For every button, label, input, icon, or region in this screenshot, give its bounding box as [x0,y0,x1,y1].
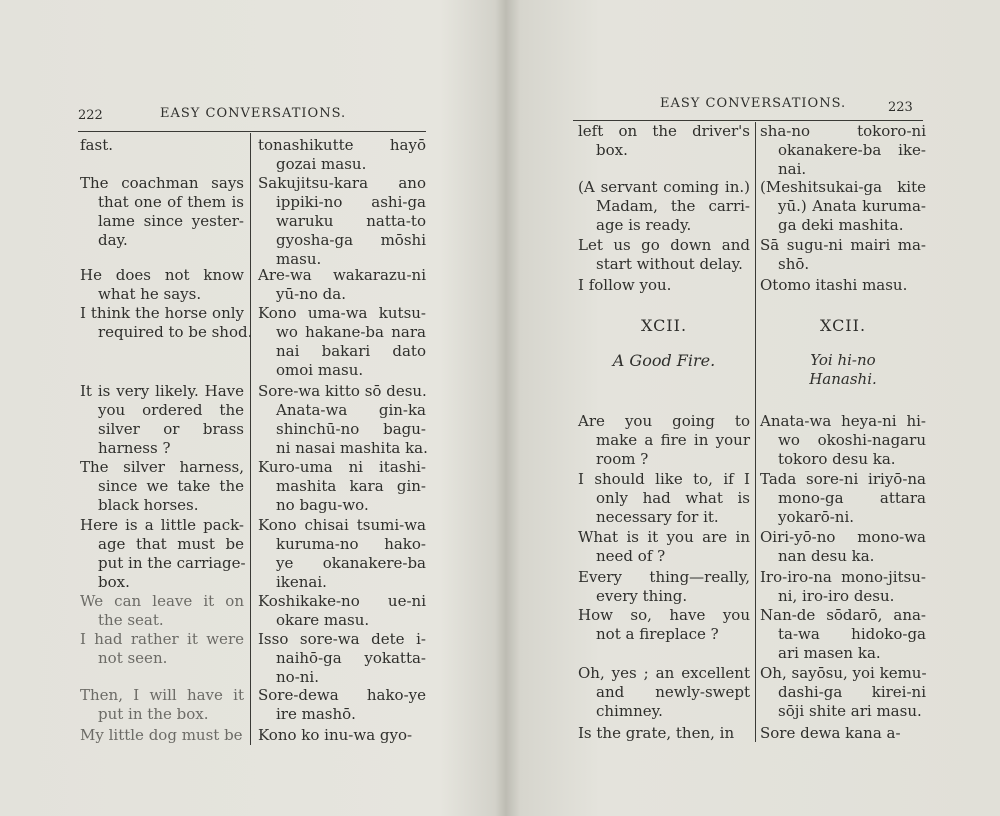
text-line: shinchū-no bagu- [276,420,426,438]
text-line: (Meshitsukai-ga kite [760,178,926,196]
text-line: Are you going to [578,412,750,430]
text-line: gozai masu. [276,155,367,173]
text-line: black horses. [98,496,199,514]
text-line: not seen. [98,649,168,667]
left-page-number: 222 [78,108,103,123]
entry [760,412,926,469]
text-line: wo okoshi-nagaru [778,431,926,449]
text-line: put in the carriage- [98,554,246,572]
entry [578,236,750,274]
section-title-japanese-line-2: Hanashi. [809,370,877,388]
text-line: left on the driver's [578,122,750,140]
text-line: harness ? [98,439,171,457]
entry [80,382,244,458]
text-line: fast. [80,136,113,154]
text-line: ippiki-no ashi-ga [276,193,426,211]
text-line: sha-no tokoro-ni [760,122,926,140]
entry [80,266,244,304]
entry [578,664,750,721]
text-line: Sore-wa kitto sō desu. [258,382,427,400]
text-line: I think the horse only [80,304,244,322]
text-line: Every thing—really, [578,568,750,586]
text-line: nai. [778,160,807,178]
text-line: waruku natta-to [276,212,426,230]
text-line: Let us go down and [578,236,750,254]
text-line: put in the box. [98,705,209,723]
entry [760,470,926,527]
text-line: lame since yester- [98,212,244,230]
text-line: Here is a little pack- [80,516,244,534]
entry [578,276,750,295]
text-line: since we take the [98,477,244,495]
entry [258,516,426,592]
text-line: yū-no da. [276,285,346,303]
text-line: what he says. [98,285,202,303]
text-line: necessary for it. [596,508,719,526]
text-line: yokarō-ni. [778,508,855,526]
entry [578,606,750,644]
text-line: Nan-de sōdarō, ana- [760,606,926,624]
entry [258,174,426,269]
text-line: ni, iro-iro desu. [778,587,895,605]
text-line: I follow you. [578,276,672,294]
entry [578,528,750,566]
section-heading-japanese [760,316,926,389]
text-line: ire mashō. [276,705,356,723]
entry [578,568,750,606]
entry [760,276,926,295]
text-line: Sore-dewa hako-ye [258,686,426,704]
entry [258,382,426,458]
entry [80,686,244,724]
text-line: not a fireplace ? [596,625,719,643]
entry [760,568,926,606]
text-line: Sakujitsu-kara ano [258,174,426,192]
entry [80,174,244,250]
entry [760,178,926,235]
entry [258,592,426,630]
text-line: okanakere-ba ike- [778,141,926,159]
text-line: you ordered the [98,401,244,419]
left-header-rule [78,131,426,132]
text-line: silver or brass [98,420,244,438]
text-line: ni nasai mashita ka. [276,439,428,457]
text-line: sōji shite ari masu. [778,702,922,720]
text-line: the seat. [98,611,164,629]
text-line: How so, have you [578,606,750,624]
right-page [510,0,1000,816]
text-line: Kono ko inu-wa gyo- [258,726,413,744]
text-line: nan desu ka. [778,547,875,565]
text-line: I should like to, if I [578,470,750,488]
text-line: box. [596,141,628,159]
entry [258,630,426,687]
section-number: XCII. [640,316,688,335]
text-line: shō. [778,255,810,273]
left-running-head: EASY CONVERSATIONS. [160,106,347,121]
text-line: ye okanakere-ba [276,554,426,572]
text-line: naihō-ga yokatta- [276,649,426,667]
text-line: It is very likely. Have [80,382,244,400]
text-line: tokoro desu ka. [778,450,896,468]
text-line: start without delay. [596,255,743,273]
text-line: no-ni. [276,668,319,686]
entry [258,726,426,745]
entry [258,304,426,380]
text-line: What is it you are in [578,528,750,546]
entry [760,664,926,721]
entry [578,122,750,160]
right-running-head: EASY CONVERSATIONS. [660,96,847,111]
text-line: okare masu. [276,611,370,629]
text-line: Anata-wa heya-ni hi- [760,412,926,430]
text-line: day. [98,231,128,249]
text-line: kuruma-no hako- [276,535,426,553]
right-column-divider [755,122,756,742]
entry [80,630,244,668]
text-line: need of ? [596,547,666,565]
entry [760,724,926,743]
text-line: mono-ga attara [778,489,926,507]
entry [80,592,244,630]
text-line: The coachman says [80,174,244,192]
text-line: mashita kara gin- [276,477,426,495]
text-line: no bagu-wo. [276,496,369,514]
text-line: Madam, the carri- [596,197,750,215]
text-line: yū.) Anata kuruma- [778,197,926,215]
entry [258,136,426,174]
text-line: We can leave it on [80,592,244,610]
text-line: and newly-swept [596,683,750,701]
text-line: tonashikutte hayō [258,136,426,154]
entry [578,412,750,469]
section-heading-english [578,316,750,370]
section-title: A Good Fire. [612,351,716,370]
text-line: gyosha-ga mōshi [276,231,426,249]
text-line: make a fire in your [596,431,750,449]
text-line: required to be shod. [98,323,253,341]
text-line: age is ready. [596,216,692,234]
text-line: Sore dewa kana a- [760,724,901,742]
section-title-japanese-line-1: Yoi hi-no [810,351,876,369]
entry [80,726,244,745]
text-line: Kuro-uma ni itashi- [258,458,426,476]
text-line: masu. [276,250,322,268]
text-line: He does not know [80,266,244,284]
text-line: Oh, sayōsu, yoi kemu- [760,664,927,682]
text-line: Is the grate, then, in [578,724,735,742]
text-line: Sā sugu-ni mairi ma- [760,236,926,254]
entry [80,304,253,342]
text-line: Koshikake-no ue-ni [258,592,426,610]
text-line: (A servant coming in.) [578,178,750,196]
right-header-rule [573,120,923,121]
entry [258,686,426,724]
text-line: Isso sore-wa dete i- [258,630,426,648]
section-number-japanese: XCII. [819,316,867,335]
text-line: wo hakane-ba nara [276,323,426,341]
text-line: that one of them is [98,193,244,211]
text-line: I had rather it were [80,630,244,648]
text-line: ta-wa hidoko-ga [778,625,926,643]
text-line: Tada sore-ni iriyō-na [760,470,926,488]
entry [578,178,750,235]
entry [80,136,244,155]
text-line: ga deki mashita. [778,216,904,234]
text-line: Iro-iro-na mono-jitsu- [760,568,926,586]
entry [578,724,750,743]
entry [80,516,244,592]
entry [760,528,926,566]
text-line: age that must be [98,535,244,553]
text-line: Kono uma-wa kutsu- [258,304,426,322]
text-line: ari masen ka. [778,644,881,662]
left-column-divider [250,133,251,745]
text-line: only had what is [596,489,750,507]
entry [760,606,926,663]
text-line: Then, I will have it [80,686,244,704]
text-line: Anata-wa gin-ka [276,401,426,419]
text-line: Kono chisai tsumi-wa [258,516,426,534]
entry [760,122,926,179]
text-line: chimney. [596,702,663,720]
text-line: omoi masu. [276,361,364,379]
entry [258,266,426,304]
text-line: Oiri-yō-no mono-wa [760,528,926,546]
text-line: nai bakari dato [276,342,426,360]
entry [258,458,426,515]
text-line: ikenai. [276,573,327,591]
text-line: Are-wa wakarazu-ni [258,266,426,284]
text-line: Otomo itashi masu. [760,276,908,294]
text-line: My little dog must be [80,726,243,744]
text-line: dashi-ga kirei-ni [778,683,926,701]
entry [578,470,750,527]
text-line: room ? [596,450,649,468]
text-line: box. [98,573,130,591]
text-line: every thing. [596,587,688,605]
text-line: Oh, yes ; an excellent [578,664,750,682]
right-page-number: 223 [888,100,913,115]
entry [760,236,926,274]
entry [80,458,244,515]
text-line: The silver harness, [80,458,244,476]
